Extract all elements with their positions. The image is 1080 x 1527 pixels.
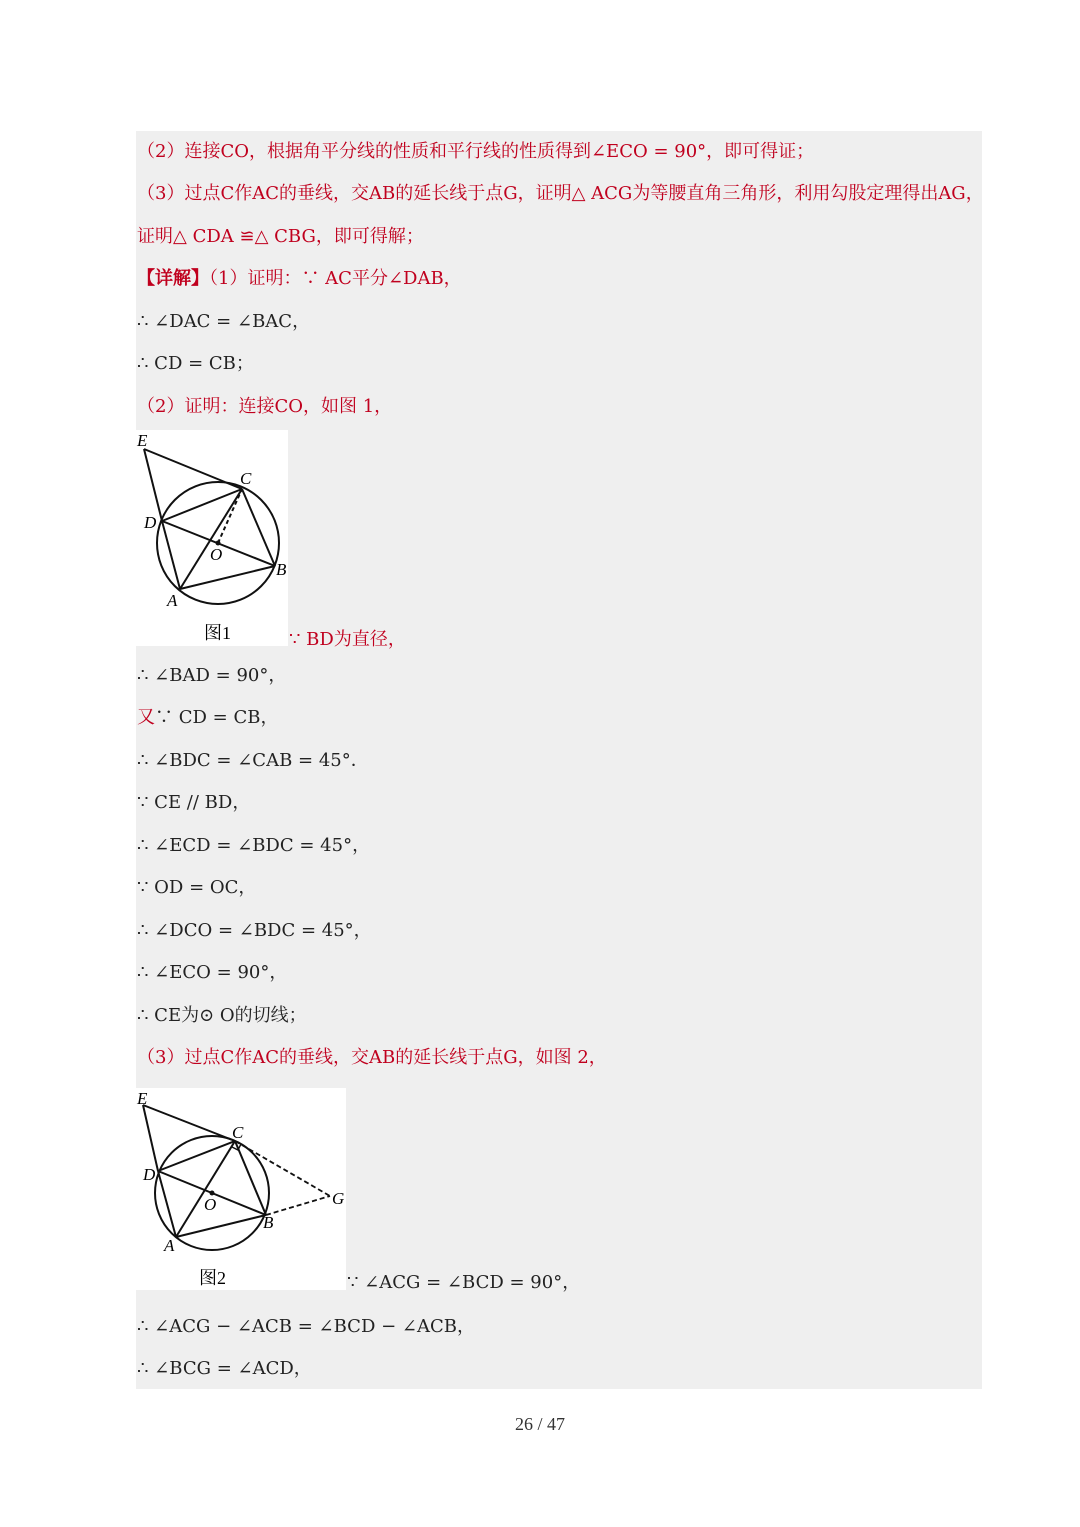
fig1-label-e: E [137, 431, 148, 450]
proof-line-cd-cb: ∴ CD = CB； [137, 353, 254, 374]
fig2-label-o: O [204, 1195, 217, 1214]
proof-line-bad: ∴ ∠BAD = 90°， [137, 665, 287, 686]
fig1-label-o: O [210, 545, 223, 564]
detail-line-1 [137, 268, 462, 290]
proof-line-eco: ∴ ∠ECO = 90°， [137, 962, 288, 983]
proof-bd-diameter: ∵ BD为直径， [289, 629, 406, 650]
proof-line-subtract: ∴ ∠ACG − ∠ACB = ∠BCD − ∠ACB， [137, 1316, 475, 1337]
fig2-label-b: B [263, 1213, 274, 1232]
fig1-label-c: C [240, 469, 252, 488]
hint-line-2: （2）连接CO，根据角平分线的性质和平行线的性质得到∠ECO = 90°，即可得证； [137, 141, 815, 162]
page-number: 26 / 47 [514, 1414, 565, 1434]
proof-part-2-heading: （2）证明：连接CO，如图 1， [137, 396, 393, 417]
figure-1-diagram [136, 430, 288, 646]
fig2-label-e: E [137, 1089, 148, 1108]
proof-line-ce-parallel: ∵ CE // BD， [137, 792, 251, 813]
fig1-caption: 图1 [204, 623, 231, 643]
detail-proof-1: （1）证明：∵ AC平分∠DAB， [209, 268, 462, 289]
proof-line-bcg-acd: ∴ ∠BCG = ∠ACD， [137, 1358, 312, 1379]
proof-part-3-heading: （3）过点C作AC的垂线，交AB的延长线于点G，如图 2， [137, 1047, 607, 1068]
proof-line-od-oc: ∵ OD = OC， [137, 877, 257, 898]
fig2-label-c: C [232, 1123, 244, 1142]
hint-line-3-cont: 证明△ CDA ≌△ CBG，即可得解； [137, 226, 424, 247]
proof-line-again [137, 707, 278, 729]
figure-2-diagram [136, 1088, 346, 1290]
fig1-label-b: B [276, 560, 287, 579]
fig2-caption: 图2 [199, 1268, 226, 1288]
fig1-label-a: A [167, 591, 178, 610]
fig2-label-a: A [164, 1236, 175, 1255]
proof-line-acg-bcd: ∵ ∠ACG = ∠BCD = 90°， [347, 1272, 581, 1293]
fig2-label-d: D [143, 1165, 156, 1184]
proof-line-bdc-cab: ∴ ∠BDC = ∠CAB = 45°． [137, 750, 369, 771]
fig1-label-d: D [144, 513, 157, 532]
figure-2 [136, 1088, 346, 1290]
proof-again-cd-cb: ∵ CD = CB， [155, 707, 279, 728]
figure-1 [136, 430, 288, 646]
proof-line-tangent: ∴ CE为⊙ O的切线； [137, 1005, 307, 1026]
fig2-label-g: G [332, 1189, 345, 1208]
proof-line-dco: ∴ ∠DCO = ∠BDC = 45°， [137, 920, 372, 941]
proof-line-ecd: ∴ ∠ECD = ∠BDC = 45°， [137, 835, 371, 856]
detail-heading: 【详解】 [137, 268, 209, 289]
proof-line-dac-bac: ∴ ∠DAC = ∠BAC， [137, 311, 311, 332]
hint-line-3: （3）过点C作AC的垂线，交AB的延长线于点G，证明△ ACG为等腰直角三角形，利用勾股定理得出AG， [137, 183, 984, 204]
proof-again-word: 又 [137, 707, 155, 728]
